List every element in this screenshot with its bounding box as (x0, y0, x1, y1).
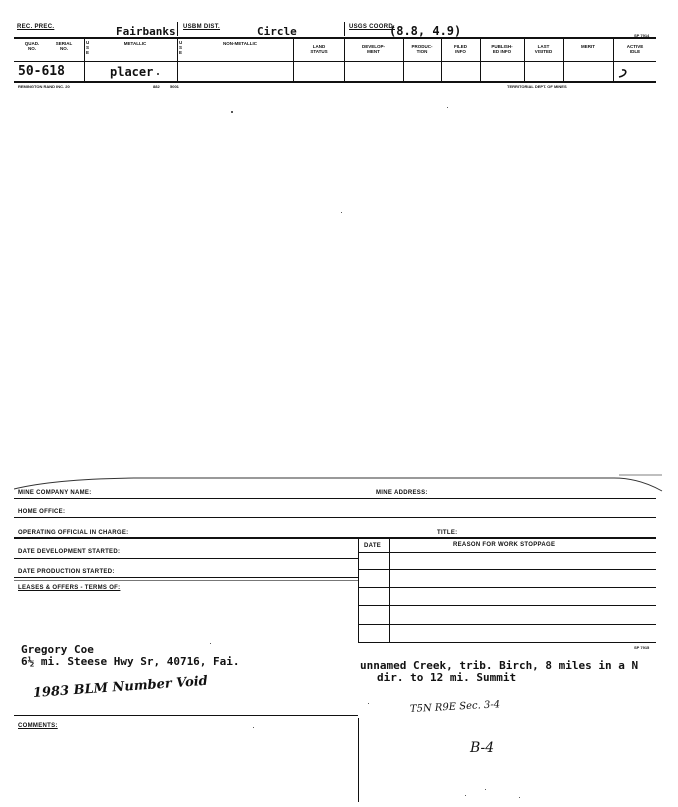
date-production-started-label: DATE PRODUCTION STARTED: (18, 569, 115, 575)
speck (368, 703, 369, 704)
comments-label: COMMENTS: (18, 723, 58, 729)
speck (465, 795, 466, 796)
map-reference: B-4 (470, 740, 495, 756)
speck (519, 797, 520, 798)
location-line-1: unnamed Creek, trib. Birch, 8 miles in a N (360, 659, 639, 672)
speck (231, 111, 233, 113)
col-non-metallic: NON-METALLIC (223, 41, 257, 46)
owner-address: 6½ mi. Steese Hwy Sr, 40716, Fai. (21, 655, 240, 668)
leases-offers-label: LEASES & OFFERS - TERMS OF: (18, 585, 121, 591)
usbm-dist-value: Circle (257, 25, 297, 38)
col-development: DEVELOP- MENT (361, 44, 385, 55)
col-land-status: LAND STATUS (310, 44, 328, 55)
title-label: TITLE: (437, 530, 458, 536)
col-metallic: METALLIC (123, 41, 147, 46)
date-column-header: DATE (364, 543, 382, 549)
usbm-dist-label: USBM DIST. (183, 24, 221, 30)
speck (210, 643, 211, 644)
rec-prec-label: REC. PREC. (17, 24, 55, 30)
col-use-1: U S E (86, 40, 90, 56)
usgs-coord-value: (8.8, 4.9) (389, 24, 462, 38)
reason-column-header: REASON FOR WORK STOPPAGE (453, 542, 556, 548)
mine-address-label: MINE ADDRESS: (376, 490, 428, 496)
mine-company-name-label: MINE COMPANY NAME: (18, 490, 92, 496)
active-idle-check-mark (617, 64, 633, 80)
col-production: PRODUC- TION (411, 44, 433, 55)
col-serial-no: SERIAL NO. (55, 41, 73, 52)
col-published-info: PUBLISH- ED INFO (491, 44, 513, 55)
print-code-2: 5001 (170, 84, 179, 89)
col-quad-no: QUAD. NO. (24, 41, 40, 52)
speck (447, 107, 448, 108)
card-edge (14, 473, 664, 495)
usgs-coord-label: USGS COORD. (349, 24, 395, 30)
record-metallic: placer (110, 65, 154, 79)
col-active-idle: ACTIVE IDLE (626, 44, 644, 55)
rec-prec-value: Fairbanks (116, 25, 176, 38)
owner-name: Gregory Coe (21, 643, 94, 656)
operating-official-label: OPERATING OFFICIAL IN CHARGE: (18, 530, 129, 536)
department-imprint: TERRITORIAL DEPT. OF MINES (507, 84, 567, 89)
speck (341, 212, 342, 213)
form-number-lower: SP 7915 (634, 645, 650, 650)
col-last-visited: LAST VISITED (534, 44, 553, 55)
speck (485, 789, 486, 790)
col-filed-info: FILED INFO (454, 44, 467, 55)
date-development-started-label: DATE DEVELOPMENT STARTED: (18, 549, 121, 555)
print-code-1: 882 (153, 84, 160, 89)
speck (253, 727, 254, 728)
col-merit: MERIT (581, 44, 595, 49)
township-range-section: T5N R9E Sec. 3-4 (409, 699, 501, 715)
form-number-top: SP 7914 (634, 33, 650, 38)
home-office-label: HOME OFFICE: (18, 509, 66, 515)
record-quad-serial: 50-618 (18, 64, 65, 79)
handwritten-blm-note: 1983 BLM Number Void (32, 673, 209, 701)
col-use-2: U S E (179, 40, 183, 56)
location-line-2: dir. to 12 mi. Summit (377, 671, 517, 684)
printer-imprint: REMINGTON RAND INC. 20 (18, 84, 70, 89)
scan-mark (157, 73, 159, 75)
